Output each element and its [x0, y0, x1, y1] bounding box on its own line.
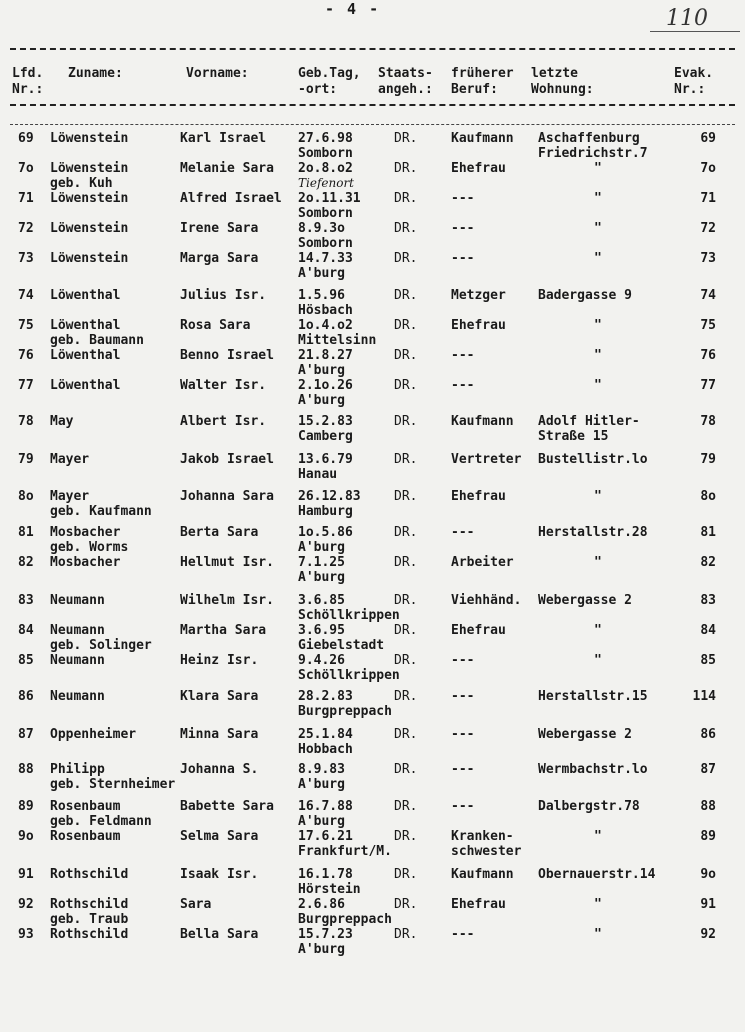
entry-surname: Löwenstein — [50, 221, 129, 236]
entry-address: Dalbergstr.78 — [538, 799, 640, 814]
entry-number: 78 — [18, 414, 34, 429]
entry-number: 88 — [18, 762, 34, 777]
entry-nationality: DR. — [394, 727, 418, 742]
entry-evak-number: 84 — [700, 623, 716, 638]
entry-evak-number: 87 — [700, 762, 716, 777]
entry-number: 87 — [18, 727, 34, 742]
entry-address: " — [594, 251, 602, 266]
entry-address: Adolf Hitler- — [538, 414, 640, 429]
header-wohnung: letzte Wohnung: — [531, 66, 594, 97]
entry-birth-place: Hamburg — [298, 504, 353, 519]
header-zuname: Zuname: — [68, 66, 123, 81]
entry-birth-place: Somborn — [298, 146, 353, 161]
entry-birth-date: 13.6.79 — [298, 452, 353, 467]
entry-number: 75 — [18, 318, 34, 333]
entry-first-name: Klara Sara — [180, 689, 259, 704]
entry-number: 7o — [18, 161, 34, 176]
entry-occupation: Vertreter — [451, 452, 522, 467]
entry-evak-number: 7o — [700, 161, 716, 176]
entry-occupation: Kranken- — [451, 829, 514, 844]
entry-occupation: --- — [451, 191, 475, 206]
entry-address: " — [594, 221, 602, 236]
entry-nationality: DR. — [394, 897, 418, 912]
header-vorname: Vorname: — [186, 66, 249, 81]
entry-evak-number: 85 — [700, 653, 716, 668]
entry-birth-place: Hösbach — [298, 303, 353, 318]
entry-surname: Philipp — [50, 762, 105, 777]
entry-occupation: Arbeiter — [451, 555, 514, 570]
entry-address: Webergasse 2 — [538, 593, 632, 608]
entry-evak-number: 83 — [700, 593, 716, 608]
entry-birth-place: Schöllkrippen — [298, 608, 400, 623]
entry-number: 91 — [18, 867, 34, 882]
entry-first-name: Irene Sara — [180, 221, 259, 236]
entry-surname: Löwenstein — [50, 251, 129, 266]
entry-occupation: Kaufmann — [451, 414, 514, 429]
entry-address: " — [594, 555, 602, 570]
entry-birth-date: 14.7.33 — [298, 251, 353, 266]
entry-maiden-name: geb. Kuh — [50, 176, 113, 191]
entry-surname: Oppenheimer — [50, 727, 137, 742]
entry-birth-date: 15.2.83 — [298, 414, 353, 429]
entry-birth-place: A'burg — [298, 570, 345, 585]
entry-birth-date: 28.2.83 — [298, 689, 353, 704]
entry-maiden-name: geb. Baumann — [50, 333, 144, 348]
entry-first-name: Marga Sara — [180, 251, 259, 266]
entry-nationality: DR. — [394, 318, 418, 333]
entry-first-name: Benno Israel — [180, 348, 274, 363]
entry-address: Bustellistr.lo — [538, 452, 648, 467]
entry-birth-place: Hanau — [298, 467, 338, 482]
entry-evak-number: 77 — [700, 378, 716, 393]
entry-number: 82 — [18, 555, 34, 570]
entry-nationality: DR. — [394, 927, 418, 942]
entry-maiden-name: geb. Traub — [50, 912, 129, 927]
entry-occupation: --- — [451, 348, 475, 363]
entry-birth-date: 3.6.85 — [298, 593, 345, 608]
entry-evak-number: 72 — [700, 221, 716, 236]
entry-surname: May — [50, 414, 74, 429]
entry-surname: Löwenstein — [50, 191, 129, 206]
entry-evak-number: 71 — [700, 191, 716, 206]
header-staat: Staats- angeh.: — [378, 66, 433, 97]
entry-occupation: --- — [451, 251, 475, 266]
entry-number: 86 — [18, 689, 34, 704]
entry-address: " — [594, 653, 602, 668]
entry-occupation: --- — [451, 221, 475, 236]
entry-birth-place: A'burg — [298, 777, 345, 792]
entry-maiden-name: geb. Kaufmann — [50, 504, 152, 519]
entry-first-name: Wilhelm Isr. — [180, 593, 274, 608]
entry-surname: Löwenstein — [50, 131, 129, 146]
entry-birth-place: Giebelstadt — [298, 638, 385, 653]
entry-evak-number: 114 — [692, 689, 716, 704]
entry-birth-date: 3.6.95 — [298, 623, 345, 638]
entry-address: " — [594, 489, 602, 504]
entry-birth-date: 27.6.98 — [298, 131, 353, 146]
entry-birth-date: 2o.8.o2 — [298, 161, 353, 176]
entry-address: " — [594, 378, 602, 393]
entry-nationality: DR. — [394, 288, 418, 303]
entry-surname: Löwenthal — [50, 318, 121, 333]
entry-first-name: Minna Sara — [180, 727, 259, 742]
entry-nationality: DR. — [394, 799, 418, 814]
entry-birth-place: A'burg — [298, 814, 345, 829]
entry-birth-place: Burgpreppach — [298, 912, 392, 927]
entry-address: Webergasse 2 — [538, 727, 632, 742]
entry-evak-number: 91 — [700, 897, 716, 912]
entry-number: 81 — [18, 525, 34, 540]
entry-occupation: --- — [451, 727, 475, 742]
entry-evak-number: 86 — [700, 727, 716, 742]
entry-evak-number: 73 — [700, 251, 716, 266]
entry-birth-place: Camberg — [298, 429, 353, 444]
entry-number: 74 — [18, 288, 34, 303]
entry-evak-number: 76 — [700, 348, 716, 363]
entry-evak-number: 89 — [700, 829, 716, 844]
entry-birth-place: Hobbach — [298, 742, 353, 757]
entry-nationality: DR. — [394, 131, 418, 146]
entry-birth-place: A'burg — [298, 266, 345, 281]
entry-birth-date: 25.1.84 — [298, 727, 353, 742]
entry-nationality: DR. — [394, 653, 418, 668]
entry-first-name: Selma Sara — [180, 829, 259, 844]
entry-number: 72 — [18, 221, 34, 236]
entry-address: Badergasse 9 — [538, 288, 632, 303]
entry-surname: Mayer — [50, 489, 90, 504]
entry-surname: Rosenbaum — [50, 829, 121, 844]
entry-address: " — [594, 927, 602, 942]
entry-occupation: --- — [451, 689, 475, 704]
entry-nationality: DR. — [394, 221, 418, 236]
entry-birth-place: Frankfurt/M. — [298, 844, 392, 859]
entry-first-name: Walter Isr. — [180, 378, 267, 393]
entry-birth-place: A'burg — [298, 393, 345, 408]
top-rule — [10, 48, 735, 50]
entry-nationality: DR. — [394, 623, 418, 638]
entry-address: Herstallstr.28 — [538, 525, 648, 540]
entry-birth-date: 2.1o.26 — [298, 378, 353, 393]
entry-first-name: Isaak Isr. — [180, 867, 259, 882]
entry-first-name: Karl Israel — [180, 131, 267, 146]
header-evak: Evak. Nr.: — [674, 66, 714, 97]
entry-birth-place: Tiefenort — [298, 176, 354, 190]
entry-birth-date: 26.12.83 — [298, 489, 361, 504]
entry-first-name: Berta Sara — [180, 525, 259, 540]
entry-surname: Mosbacher — [50, 525, 121, 540]
entry-occupation-cont: schwester — [451, 844, 522, 859]
entry-birth-date: 21.8.27 — [298, 348, 353, 363]
entry-birth-date: 16.7.88 — [298, 799, 353, 814]
entry-birth-place: Hörstein — [298, 882, 361, 897]
entry-surname: Rothschild — [50, 867, 129, 882]
entry-birth-date: 9.4.26 — [298, 653, 345, 668]
header-geb: Geb.Tag, -ort: — [298, 66, 361, 97]
entry-first-name: Martha Sara — [180, 623, 267, 638]
header-rule — [10, 104, 735, 106]
entry-birth-place: Somborn — [298, 206, 353, 221]
entry-evak-number: 88 — [700, 799, 716, 814]
entry-surname: Neumann — [50, 653, 105, 668]
entry-number: 76 — [18, 348, 34, 363]
entry-number: 8o — [18, 489, 34, 504]
entry-address: " — [594, 829, 602, 844]
entry-birth-date: 17.6.21 — [298, 829, 353, 844]
entry-nationality: DR. — [394, 525, 418, 540]
page-number: - 4 - — [325, 0, 381, 18]
entry-first-name: Hellmut Isr. — [180, 555, 274, 570]
entry-birth-place: A'burg — [298, 942, 345, 957]
header-beruf: früherer Beruf: — [451, 66, 514, 97]
entry-address: " — [594, 623, 602, 638]
entry-occupation: --- — [451, 525, 475, 540]
entry-evak-number: 82 — [700, 555, 716, 570]
entry-occupation: Kaufmann — [451, 131, 514, 146]
entry-birth-date: 8.9.83 — [298, 762, 345, 777]
entry-evak-number: 79 — [700, 452, 716, 467]
entry-maiden-name: geb. Solinger — [50, 638, 152, 653]
entry-maiden-name: geb. Feldmann — [50, 814, 152, 829]
entry-number: 69 — [18, 131, 34, 146]
entry-occupation: --- — [451, 378, 475, 393]
entry-birth-place: Mittelsinn — [298, 333, 377, 348]
entry-nationality: DR. — [394, 161, 418, 176]
entry-address: Herstallstr.15 — [538, 689, 648, 704]
entry-occupation: Ehefrau — [451, 897, 506, 912]
entry-number: 83 — [18, 593, 34, 608]
entry-address: Aschaffenburg — [538, 131, 640, 146]
entry-birth-place: A'burg — [298, 363, 345, 378]
entry-birth-date: 15.7.23 — [298, 927, 353, 942]
entry-address: " — [594, 318, 602, 333]
entry-first-name: Sara — [180, 897, 212, 912]
entry-first-name: Johanna S. — [180, 762, 259, 777]
entry-evak-number: 92 — [700, 927, 716, 942]
entry-surname: Löwenthal — [50, 288, 121, 303]
entry-surname: Mayer — [50, 452, 90, 467]
entry-first-name: Babette Sara — [180, 799, 274, 814]
entry-nationality: DR. — [394, 689, 418, 704]
entry-nationality: DR. — [394, 378, 418, 393]
entry-address-cont: Friedrichstr.7 — [538, 146, 648, 161]
header-lfd: Lfd. Nr.: — [12, 66, 44, 97]
entry-number: 71 — [18, 191, 34, 206]
entry-birth-place: Burgpreppach — [298, 704, 392, 719]
entry-birth-place: A'burg — [298, 540, 345, 555]
entry-occupation: --- — [451, 799, 475, 814]
entry-birth-date: 16.1.78 — [298, 867, 353, 882]
entry-number: 9o — [18, 829, 34, 844]
entry-address: Obernauerstr.14 — [538, 867, 656, 882]
entry-first-name: Alfred Israel — [180, 191, 282, 206]
header-rule-2 — [10, 124, 735, 125]
entry-address: " — [594, 897, 602, 912]
entry-nationality: DR. — [394, 348, 418, 363]
entry-address: " — [594, 191, 602, 206]
entry-birth-date: 2.6.86 — [298, 897, 345, 912]
entry-first-name: Jakob Israel — [180, 452, 274, 467]
entry-nationality: DR. — [394, 251, 418, 266]
entry-evak-number: 8o — [700, 489, 716, 504]
entry-surname: Löwenstein — [50, 161, 129, 176]
entry-first-name: Melanie Sara — [180, 161, 274, 176]
entry-surname: Löwenthal — [50, 348, 121, 363]
entry-nationality: DR. — [394, 867, 418, 882]
entry-occupation: --- — [451, 927, 475, 942]
entry-nationality: DR. — [394, 452, 418, 467]
entry-evak-number: 81 — [700, 525, 716, 540]
entry-occupation: Ehefrau — [451, 318, 506, 333]
entry-evak-number: 69 — [700, 131, 716, 146]
entry-surname: Rosenbaum — [50, 799, 121, 814]
entry-address-cont: Straße 15 — [538, 429, 609, 444]
entry-first-name: Rosa Sara — [180, 318, 251, 333]
entry-first-name: Johanna Sara — [180, 489, 274, 504]
entry-surname: Neumann — [50, 623, 105, 638]
entry-number: 89 — [18, 799, 34, 814]
entry-occupation: Viehhänd. — [451, 593, 522, 608]
entry-surname: Mosbacher — [50, 555, 121, 570]
entry-number: 84 — [18, 623, 34, 638]
entry-number: 77 — [18, 378, 34, 393]
entry-birth-date: 1o.4.o2 — [298, 318, 353, 333]
entry-maiden-name: geb. Sternheimer — [50, 777, 176, 792]
entry-number: 73 — [18, 251, 34, 266]
entry-nationality: DR. — [394, 555, 418, 570]
entry-nationality: DR. — [394, 829, 418, 844]
entry-address: " — [594, 161, 602, 176]
entry-occupation: --- — [451, 762, 475, 777]
entry-number: 79 — [18, 452, 34, 467]
entry-number: 93 — [18, 927, 34, 942]
entry-first-name: Bella Sara — [180, 927, 259, 942]
entry-maiden-name: geb. Worms — [50, 540, 129, 555]
entry-nationality: DR. — [394, 593, 418, 608]
entry-occupation: Kaufmann — [451, 867, 514, 882]
entry-surname: Löwenthal — [50, 378, 121, 393]
entry-nationality: DR. — [394, 414, 418, 429]
entry-occupation: Metzger — [451, 288, 506, 303]
entry-evak-number: 74 — [700, 288, 716, 303]
entry-address: Wermbachstr.lo — [538, 762, 648, 777]
entry-surname: Neumann — [50, 689, 105, 704]
entry-nationality: DR. — [394, 191, 418, 206]
entry-occupation: Ehefrau — [451, 489, 506, 504]
entry-nationality: DR. — [394, 762, 418, 777]
entry-address: " — [594, 348, 602, 363]
entry-surname: Neumann — [50, 593, 105, 608]
entry-birth-date: 2o.11.31 — [298, 191, 361, 206]
handwritten-page-number: 110 — [650, 6, 740, 32]
entry-nationality: DR. — [394, 489, 418, 504]
entry-evak-number: 9o — [700, 867, 716, 882]
entry-birth-date: 7.1.25 — [298, 555, 345, 570]
entry-number: 92 — [18, 897, 34, 912]
entry-occupation: --- — [451, 653, 475, 668]
entry-birth-place: Somborn — [298, 236, 353, 251]
entry-birth-date: 1o.5.86 — [298, 525, 353, 540]
entry-number: 85 — [18, 653, 34, 668]
entry-birth-date: 8.9.3o — [298, 221, 345, 236]
entry-birth-date: 1.5.96 — [298, 288, 345, 303]
entry-birth-place: Schöllkrippen — [298, 668, 400, 683]
entry-occupation: Ehefrau — [451, 161, 506, 176]
entry-evak-number: 75 — [700, 318, 716, 333]
entry-first-name: Heinz Isr. — [180, 653, 259, 668]
entry-evak-number: 78 — [700, 414, 716, 429]
entry-surname: Rothschild — [50, 897, 129, 912]
entry-first-name: Albert Isr. — [180, 414, 267, 429]
entry-first-name: Julius Isr. — [180, 288, 267, 303]
entry-occupation: Ehefrau — [451, 623, 506, 638]
entry-surname: Rothschild — [50, 927, 129, 942]
